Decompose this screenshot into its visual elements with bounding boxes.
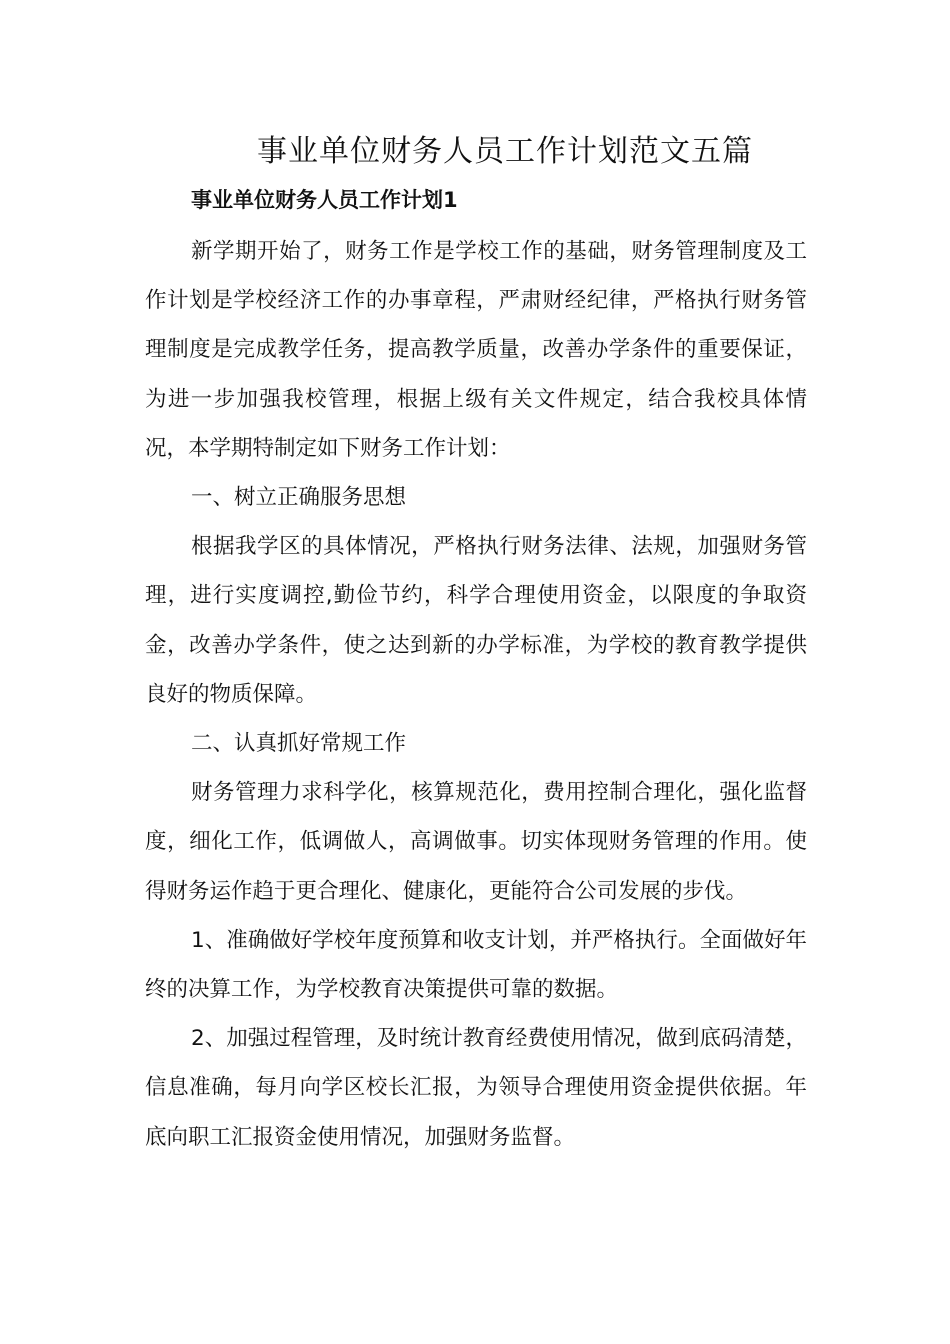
section-heading: 事业单位财务人员工作计划1 [191, 188, 458, 212]
paragraph-routine: 财务管理力求科学化，核算规范化，费用控制合理化，强化监督度，细化工作，低调做人，高调做事。切实体现财务管理的作用。使得财务运作趋于更合理化、健康化，更能符合公司发展的步伐。 [145, 780, 807, 904]
document-title: 事业单位财务人员工作计划范文五篇 [257, 134, 753, 169]
paragraph-intro: 新学期开始了，财务工作是学校工作的基础，财务管理制度及工作计划是学校经济工作的办事章程，严肃财经纪律，严格执行财务管理制度是完成教学任务，提高教学质量，改善办学条件的重要保证，为进一步加强我校管理，根据上级有关文件规定，结合我校具体情况，本学期特制定如下财务工作计划： [145, 239, 807, 461]
paragraph-item-2: 2、加强过程管理，及时统计教育经费使用情况，做到底码清楚，信息准确，每月向学区校长汇报，为领导合理使用资金提供依据。年底向职工汇报资金使用情况，加强财务监督。 [145, 1026, 807, 1150]
document-body [145, 227, 807, 1162]
paragraph-service: 根据我学区的具体情况，严格执行财务法律、法规，加强财务管理，进行实度调控,勤俭节约，科学合理使用资金，以限度的争取资金，改善办学条件，使之达到新的办学标准，为学校的教育教学提供良好的物质保障。 [145, 534, 807, 707]
paragraph-item-1: 1、准确做好学校年度预算和收支计划，并严格执行。全面做好年终的决算工作，为学校教育决策提供可靠的数据。 [145, 927, 807, 1003]
paragraph-heading-2: 二、认真抓好常规工作 [191, 731, 407, 757]
paragraph-heading-1: 一、树立正确服务思想 [191, 485, 407, 511]
